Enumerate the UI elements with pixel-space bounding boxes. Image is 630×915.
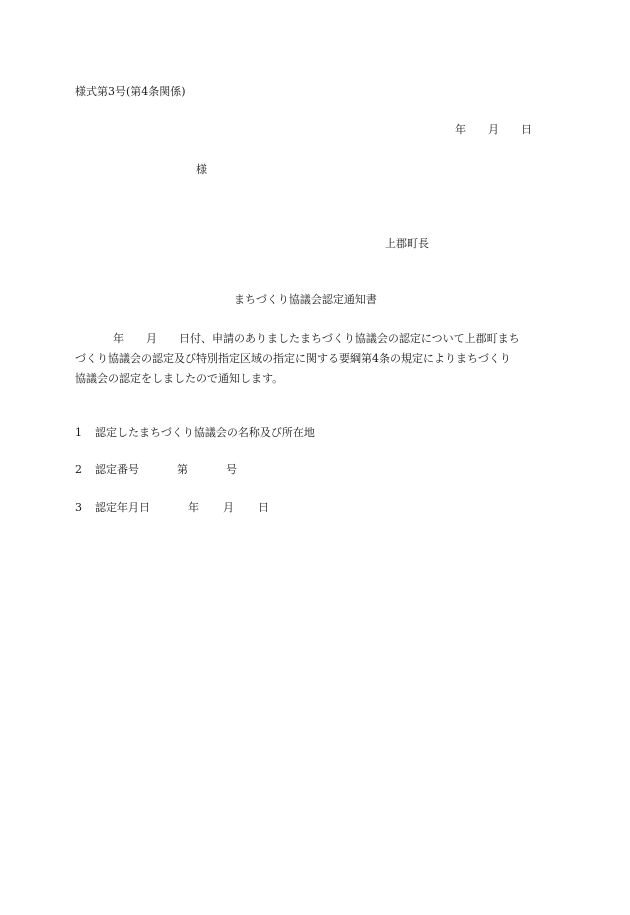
addressee-honorific: 様: [196, 163, 207, 176]
item-label: 認定年月日: [95, 501, 150, 514]
list-item: [75, 426, 315, 440]
body-line-1: [75, 329, 555, 349]
body-month: 月: [146, 332, 157, 345]
cert-date-year: 年: [188, 501, 199, 514]
body-line-2: づくり協議会の認定及び特別指定区域の指定に関する要綱第4条の規定によりまちづくり: [75, 352, 511, 365]
item-number: 1: [75, 426, 82, 439]
item-number: 2: [75, 463, 82, 476]
cert-date-month: 月: [223, 501, 234, 514]
form-number: 様式第3号(第4条関係): [75, 85, 186, 98]
item-label: 認定番号: [95, 463, 139, 476]
item-number: 3: [75, 501, 82, 514]
cert-date-day: 日: [258, 501, 269, 514]
body-year: 年: [113, 332, 124, 345]
list-item: [75, 463, 237, 477]
issuer-name: 上郡町長: [385, 237, 429, 250]
date-day: 日: [521, 123, 532, 136]
body-line-1-text: 日付、申請のありましたまちづくり協議会の認定について上郡町まち: [179, 332, 520, 345]
date-year: 年: [455, 123, 466, 136]
date-line: [455, 123, 532, 137]
date-month: 月: [488, 123, 499, 136]
list-item: [75, 501, 269, 515]
document-title: まちづくり協議会認定通知書: [234, 293, 377, 306]
cert-number-prefix: 第: [177, 463, 188, 476]
item-label: 認定したまちづくり協議会の名称及び所在地: [95, 426, 315, 439]
body-text: [75, 329, 555, 389]
body-line-3: 協議会の認定をしましたので通知します。: [75, 372, 284, 385]
cert-number-suffix: 号: [226, 463, 237, 476]
